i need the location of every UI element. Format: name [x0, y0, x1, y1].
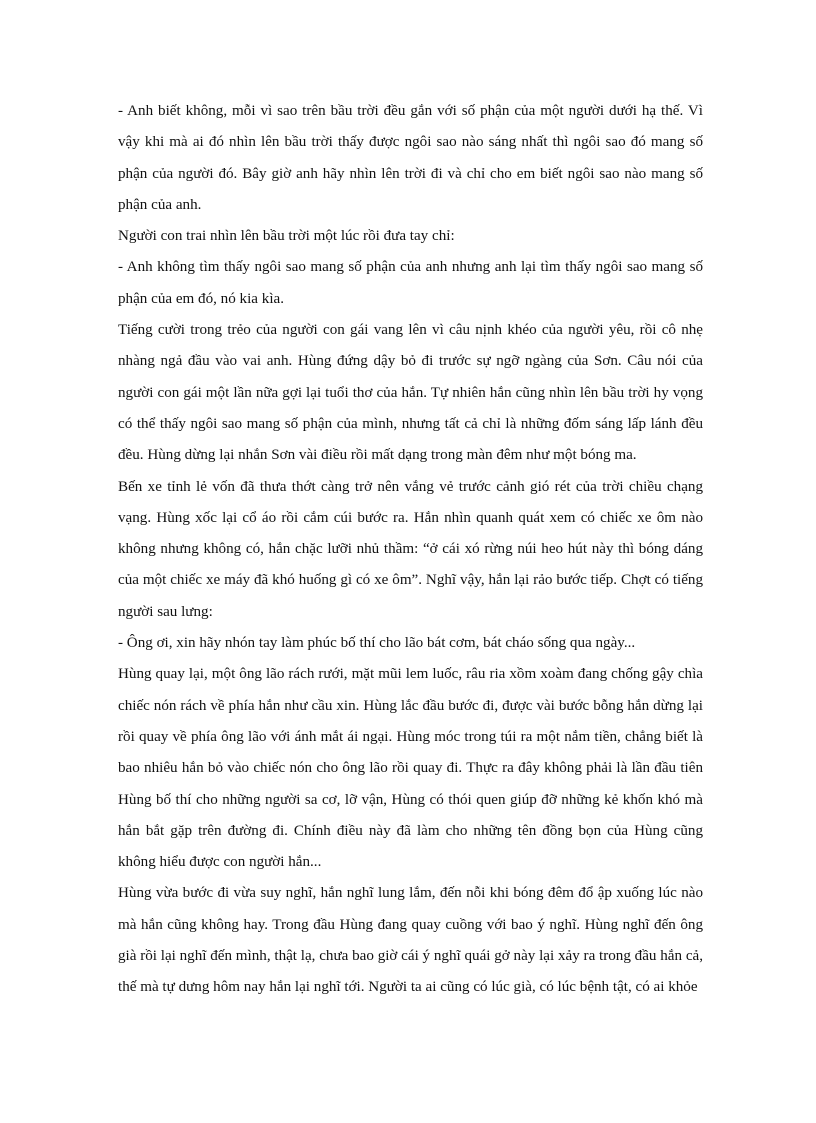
paragraph-7: Hùng quay lại, một ông lão rách rưới, mặt mũi lem luốc, râu ria xồm xoàm đang chống gậy chìa chiếc nón rách về phía hắn như cầu xin. Hùng lắc đầu bước đi, được vài bước bỗng hắn dừng lại rồi quay về phía ông lão với ánh mắt ái ngại. Hùng móc trong túi ra một nắm tiền, chẳng biết là bao nhiêu hắn bỏ vào chiếc nón cho ông lão rồi quay đi. Thực ra đây không phải là lần đầu tiên Hùng bố thí cho những người sa cơ, lỡ vận, Hùng có thói quen giúp đỡ những kẻ khốn khó mà hắn bắt gặp trên đường đi. Chính điều này đã làm cho những tên đồng bọn của Hùng cũng không hiểu được con người hắn...	[118, 666, 703, 871]
paragraph-2: Người con trai nhìn lên bầu trời một lúc rồi đưa tay chỉ:	[118, 228, 455, 245]
paragraph-5: Bến xe tỉnh lẻ vốn đã thưa thớt càng trở nên vắng vẻ trước cảnh gió rét của trời chiều chạng vạng. Hùng xốc lại cổ áo rồi cắm cúi bước ra. Hắn nhìn quanh quát xem có chiếc xe ôm nào không nhưng không có, hắn chặc lưỡi nhủ thầm: “ở cái xó rừng núi heo hút này thì bóng dáng của một chiếc xe máy đã khó huống gì có xe ôm”. Nghĩ vậy, hắn lại rảo bước tiếp. Chợt có tiếng người sau lưng:	[118, 478, 703, 620]
paragraph-8: Hùng vừa bước đi vừa suy nghĩ, hắn nghĩ lung lắm, đến nỗi khi bóng đêm đổ ập xuống lúc nào mà hắn cũng không hay. Trong đầu Hùng đang quay cuồng với bao ý nghĩ. Hùng nghĩ đến ông già rồi lại nghĩ đến mình, thật lạ, chưa bao giờ cái ý nghĩ quái gở này lại xảy ra trong đầu hắn cả, thế mà tự dưng hôm nay hắn lại nghĩ tới. Người ta ai cũng có lúc già, có lúc bệnh tật, có ai khỏe	[118, 885, 703, 996]
document-page	[118, 96, 703, 1004]
paragraph-1: - Anh biết không, mỗi vì sao trên bầu trời đều gắn với số phận của một người dưới hạ thế. Vì vậy khi mà ai đó nhìn lên bầu trời thấy được ngôi sao nào sáng nhất thì ngôi sao đó mang số phận của người đó. Bây giờ anh hãy nhìn lên trời đi và chỉ cho em biết ngôi sao nào mang số phận của anh.	[118, 103, 703, 213]
paragraph-4: Tiếng cười trong trẻo của người con gái vang lên vì câu nịnh khéo của người yêu, rồi cô nhẹ nhàng ngả đầu vào vai anh. Hùng đứng dậy bỏ đi trước sự ngỡ ngàng của Sơn. Câu nói của người con gái một lần nữa gợi lại tuổi thơ của hắn. Tự nhiên hắn cũng nhìn lên bầu trời hy vọng có thể thấy ngôi sao mang số phận của mình, nhưng tất cả chỉ là những đốm sáng lấp lánh đều đều. Hùng dừng lại nhắn Sơn vài điều rồi mất dạng trong màn đêm như một bóng ma.	[118, 322, 703, 464]
paragraph-6: - Ông ơi, xin hãy nhón tay làm phúc bố thí cho lão bát cơm, bát cháo sống qua ngày...	[118, 635, 636, 652]
paragraph-3: - Anh không tìm thấy ngôi sao mang số phận của anh nhưng anh lại tìm thấy ngôi sao mang số phận của em đó, nó kia kìa.	[118, 259, 703, 307]
